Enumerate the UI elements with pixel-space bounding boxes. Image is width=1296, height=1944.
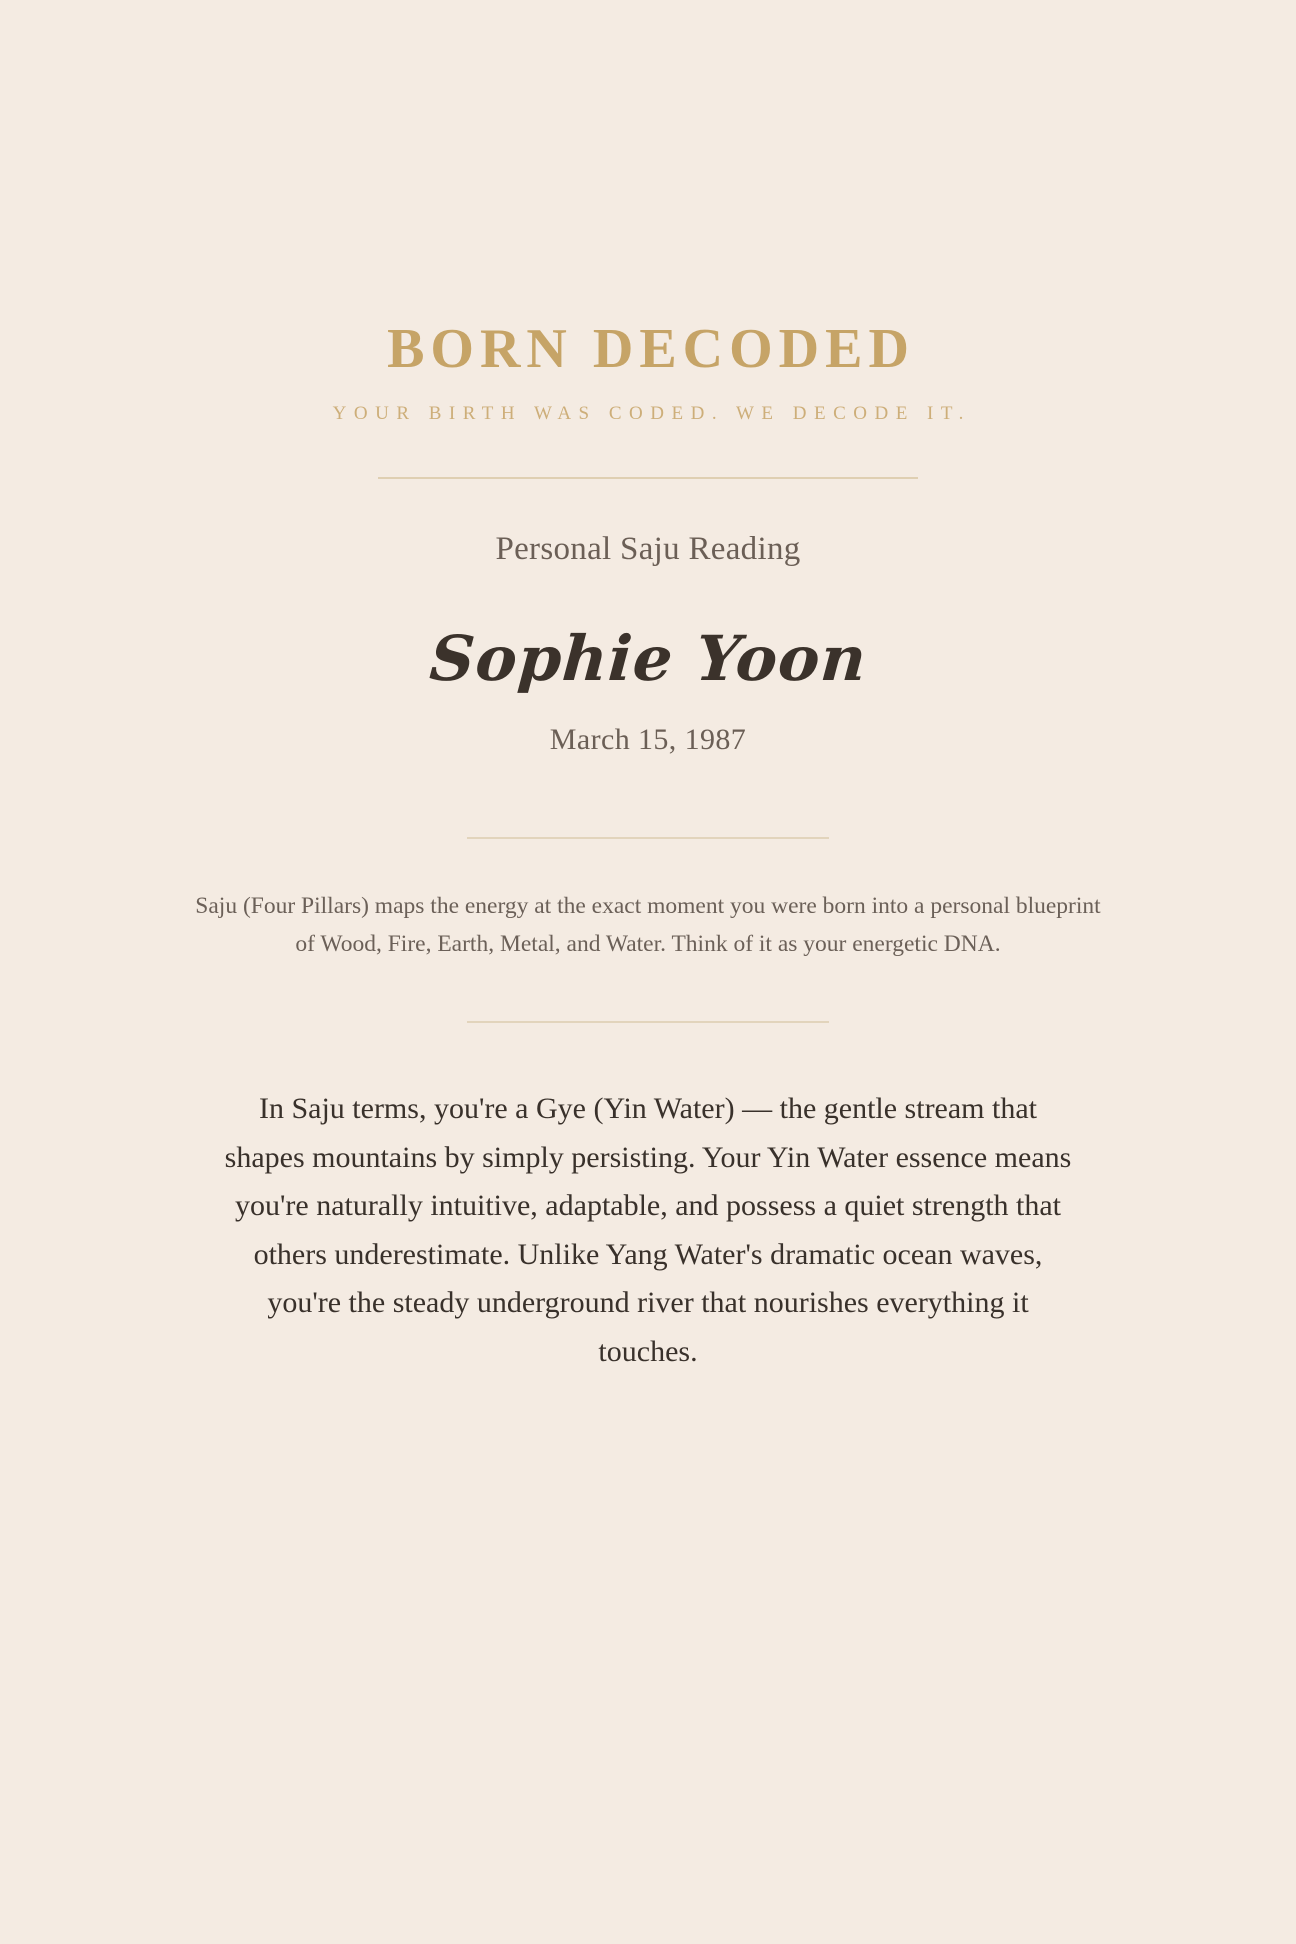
brand-tagline: YOUR BIRTH WAS CODED. WE DECODE IT. [332,402,971,424]
brand-title: BORN DECODED [387,318,915,380]
client-name: Sophie Yoon [427,621,869,695]
reading-type-label: Personal Saju Reading [495,530,801,567]
saju-intro-text: Saju (Four Pillars) maps the energy at the exact moment you were born into a personal blueprint of Wood, Fire, Earth, Metal, and Water. Think of it as your energetic DNA. [195,892,1101,957]
brand-header [0,320,1296,425]
saju-reading-body: In Saju terms, you're a Gye (Yin Water) — the gentle stream that shapes mountains by simply persisting. Your Yin Water essence means you're naturally intuitive, adaptable, and possess a quiet strength that others underestimate. Unlike Yang Water's dramatic ocean waves, you're the steady underground river that nourishes everything it touches. [224,1091,1072,1368]
divider-above-intro [467,837,829,839]
divider-below-intro [467,1021,829,1023]
divider-under-brand [378,477,918,479]
client-birth-date: March 15, 1987 [549,722,747,756]
